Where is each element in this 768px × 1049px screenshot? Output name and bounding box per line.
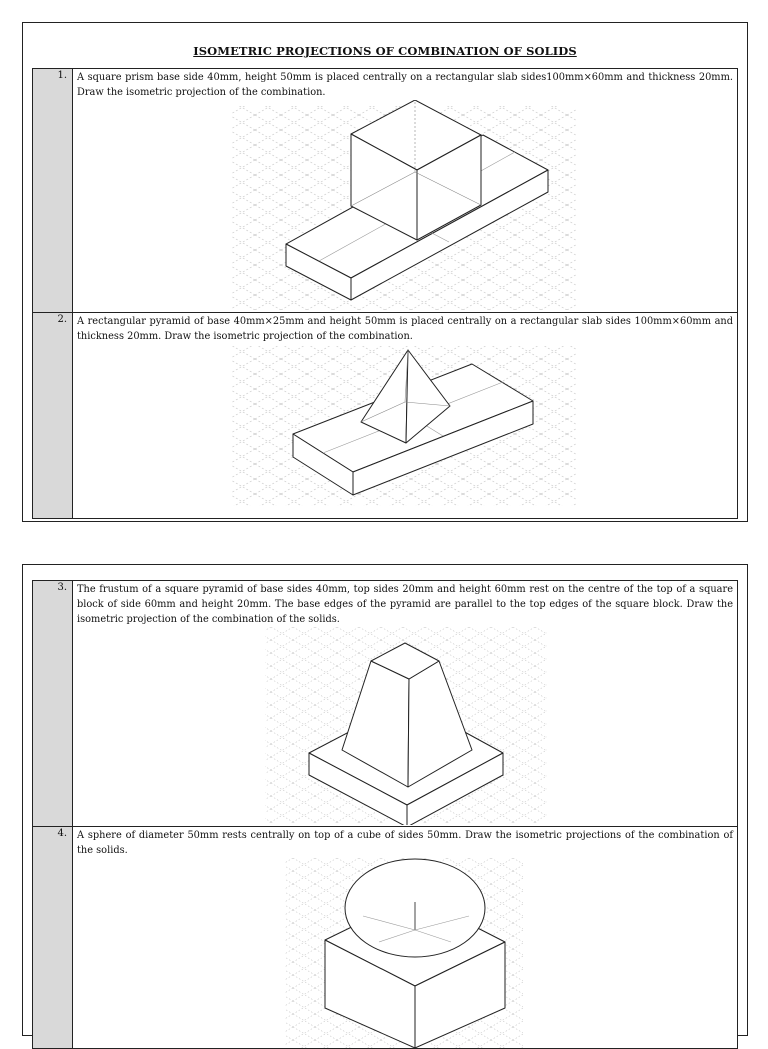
worksheet-page-2 — [22, 564, 748, 1036]
questions-table-page-1 — [32, 68, 738, 519]
question-cell — [73, 313, 738, 519]
frustum-on-block-figure — [73, 627, 737, 825]
question-text: The frustum of a square pyramid of base sides 40mm, top sides 20mm and height 60mm rest on the centre of the top of a square block of side 60mm and height 20mm. The base edges of the pyramid are parallel to the top edges of the square block. Draw the isometric projection of the combination of the solids. — [77, 584, 733, 625]
question-text: A sphere of diameter 50mm rests centrally on top of a cube of sides 50mm. Draw the isometric projections of the combination of the solids. — [77, 830, 733, 856]
pyramid-on-slab-figure — [73, 344, 737, 516]
worksheet-page-1 — [22, 22, 748, 522]
sphere-on-cube-figure — [73, 858, 737, 1048]
page-title: ISOMETRIC PROJECTIONS OF COMBINATION OF SOLIDS — [193, 44, 577, 58]
question-row-4 — [33, 827, 738, 1049]
question-number: 1. — [33, 69, 73, 313]
questions-table-page-2 — [32, 580, 738, 1049]
question-text: A rectangular pyramid of base 40mm×25mm and height 50mm is placed centrally on a rectangular slab sides 100mm×60mm and thickness 20mm. Draw the isometric projection of the combination. — [77, 316, 733, 342]
question-cell — [73, 581, 738, 827]
question-cell — [73, 69, 738, 313]
question-row-2 — [33, 313, 738, 519]
question-row-1 — [33, 69, 738, 313]
question-number: 4. — [33, 827, 73, 1049]
question-row-3 — [33, 581, 738, 827]
question-text: A square prism base side 40mm, height 50mm is placed centrally on a rectangular slab sides100mm×60mm and thickness 20mm. Draw the isometric projection of the combination. — [77, 72, 733, 98]
question-number: 2. — [33, 313, 73, 519]
prism-on-slab-figure — [73, 100, 737, 312]
question-number: 3. — [33, 581, 73, 827]
question-cell — [73, 827, 738, 1049]
